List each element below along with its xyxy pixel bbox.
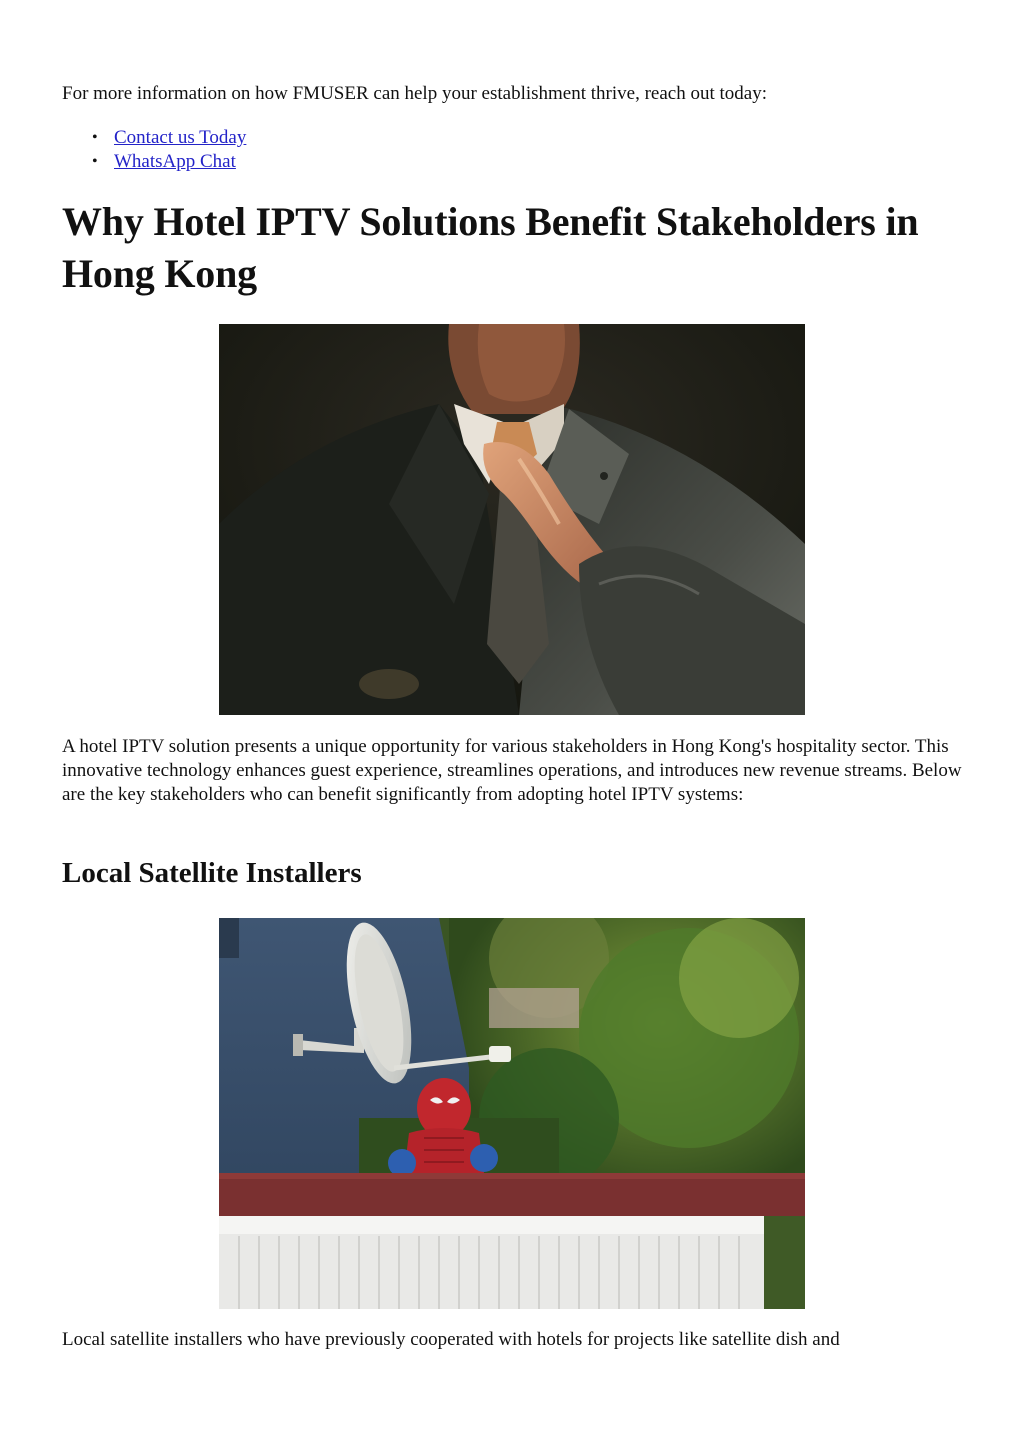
- list-item: [62, 126, 246, 150]
- contact-us-link[interactable]: Contact us Today: [114, 127, 247, 148]
- intro-paragraph: A hotel IPTV solution presents a unique opportunity for various stakeholders in Hong Kong's hospitality sector. This innovative technology enhances guest experience, streamlines operations, and introduces new revenue streams. Below are the key stakeholders who can benefit significantly from adopting hotel IPTV systems:: [62, 736, 962, 805]
- bullet-icon: •: [92, 129, 98, 146]
- page-title: Why Hotel IPTV Solutions Benefit Stakeholders in Hong Kong: [62, 199, 919, 296]
- section-heading: Local Satellite Installers: [62, 857, 362, 889]
- satellite-dish-photo: [219, 918, 805, 1309]
- bullet-icon: •: [92, 153, 98, 170]
- intro-text: For more information on how FMUSER can help your establishment thrive, reach out today:: [62, 83, 767, 104]
- satellite-paragraph: Local satellite installers who have previously cooperated with hotels for projects like satellite dish and: [62, 1329, 840, 1350]
- list-item: [62, 150, 246, 174]
- whatsapp-chat-link[interactable]: WhatsApp Chat: [114, 151, 236, 172]
- contact-links-list: [62, 126, 246, 174]
- businessman-tie-photo: [219, 324, 805, 715]
